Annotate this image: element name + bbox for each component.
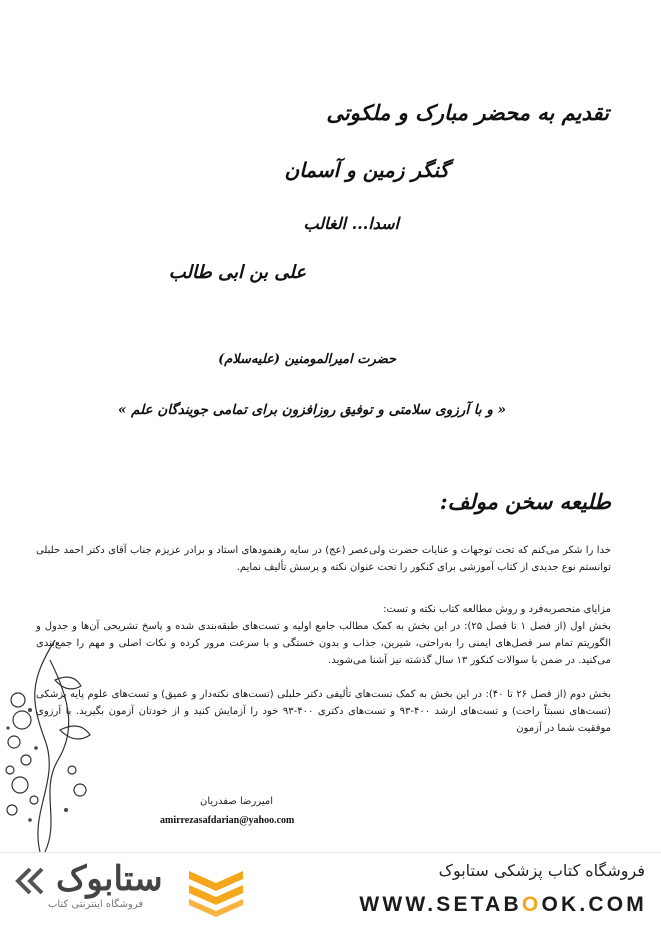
preface-paragraph-1: خدا را شکر می‌کنم که تحت توجهات و عنایات حضرت ولی‌عصر (عج) در سایه رهنمودهای استاد و برادر عزیزم جناب آقای دکتر احمد حلبلی توانستم نوع جدیدی از کتاب آموزشی برای کنکور را تحت عنوان نکته و پرسش تألیف نمایم. xyxy=(36,545,611,573)
logo-wordmark: ستابوک xyxy=(56,860,163,898)
store-url[interactable] xyxy=(359,893,647,917)
author-email: amirrezasafdarian@yahoo.com xyxy=(160,815,295,826)
url-part-1: WWW.SETAB xyxy=(359,893,522,916)
quote-attribution: حضرت امیرالمومنین (علیه‌سلام) xyxy=(218,352,396,367)
double-chevron-icon xyxy=(14,867,46,895)
author-signature-name: امیررضا صفدریان xyxy=(200,796,274,807)
floral-ornament-icon xyxy=(0,620,100,852)
preface-paragraph-3: بخش اول (از فصل ۱ تا فصل ۲۵): در این بخش به کمک مطالب جامع اولیه و تست‌های طبقه‌بندی شده و پاسخ تشریحی آن‌ها و جدول و الگوریتم تمام سر فصل‌های ایمنی را به‌راحتی، شیرین، جذاب و بدون خستگی و با سرعت مرور کرده و نکات اصلی و مهم را جمع‌بندی می‌کنید. در ضمن با سوالات کنکور ۱۳ سال گذشته نیز آشنا می‌شوید. xyxy=(36,621,611,666)
store-name: فروشگاه کتاب پزشکی ستابوک xyxy=(438,861,645,880)
book-logo-icon xyxy=(185,863,247,917)
url-accent-o: O xyxy=(521,893,542,916)
dedication-line-3: اسدا... الغالب xyxy=(303,214,399,233)
preface-paragraph-2: مزایای منحصربه‌فرد و روش مطالعه کتاب نکته و تست: xyxy=(383,604,611,615)
preface-title: طلیعه سخن مولف: xyxy=(439,489,611,514)
dedication-line-1: تقدیم به محضر مبارک و ملکوتی xyxy=(326,100,609,125)
dedication-line-4: علی بن ابی طالب xyxy=(168,262,306,283)
preface-paragraph-4: بخش دوم (از فصل ۲۶ تا ۴۰): در این بخش به کمک تست‌های تألیفی دکتر حلبلی (تست‌های نکته‌دار و عمیق) و تست‌های علوم پایه پزشکی (تست‌های نسبتاً راحت) و تست‌های ارشد ۴۰۰-۹۳ و تست‌های دکتری ۴۰۰-۹۳ خود را آزمایش کنید و از خودتان آزمون بگیرید. با آرزوی موفقیت شما در آزمون xyxy=(36,689,611,734)
url-part-2: OK.COM xyxy=(541,893,647,916)
store-banner xyxy=(0,852,661,926)
quote-text: « و با آرزوی سلامتی و توفیق روزافزون برای تمامی جویندگان علم » xyxy=(117,402,506,418)
dedication-line-2: گنگر زمین و آسمان xyxy=(284,158,449,182)
logo-subtitle: فروشگاه اینترنتی کتاب xyxy=(48,899,144,910)
